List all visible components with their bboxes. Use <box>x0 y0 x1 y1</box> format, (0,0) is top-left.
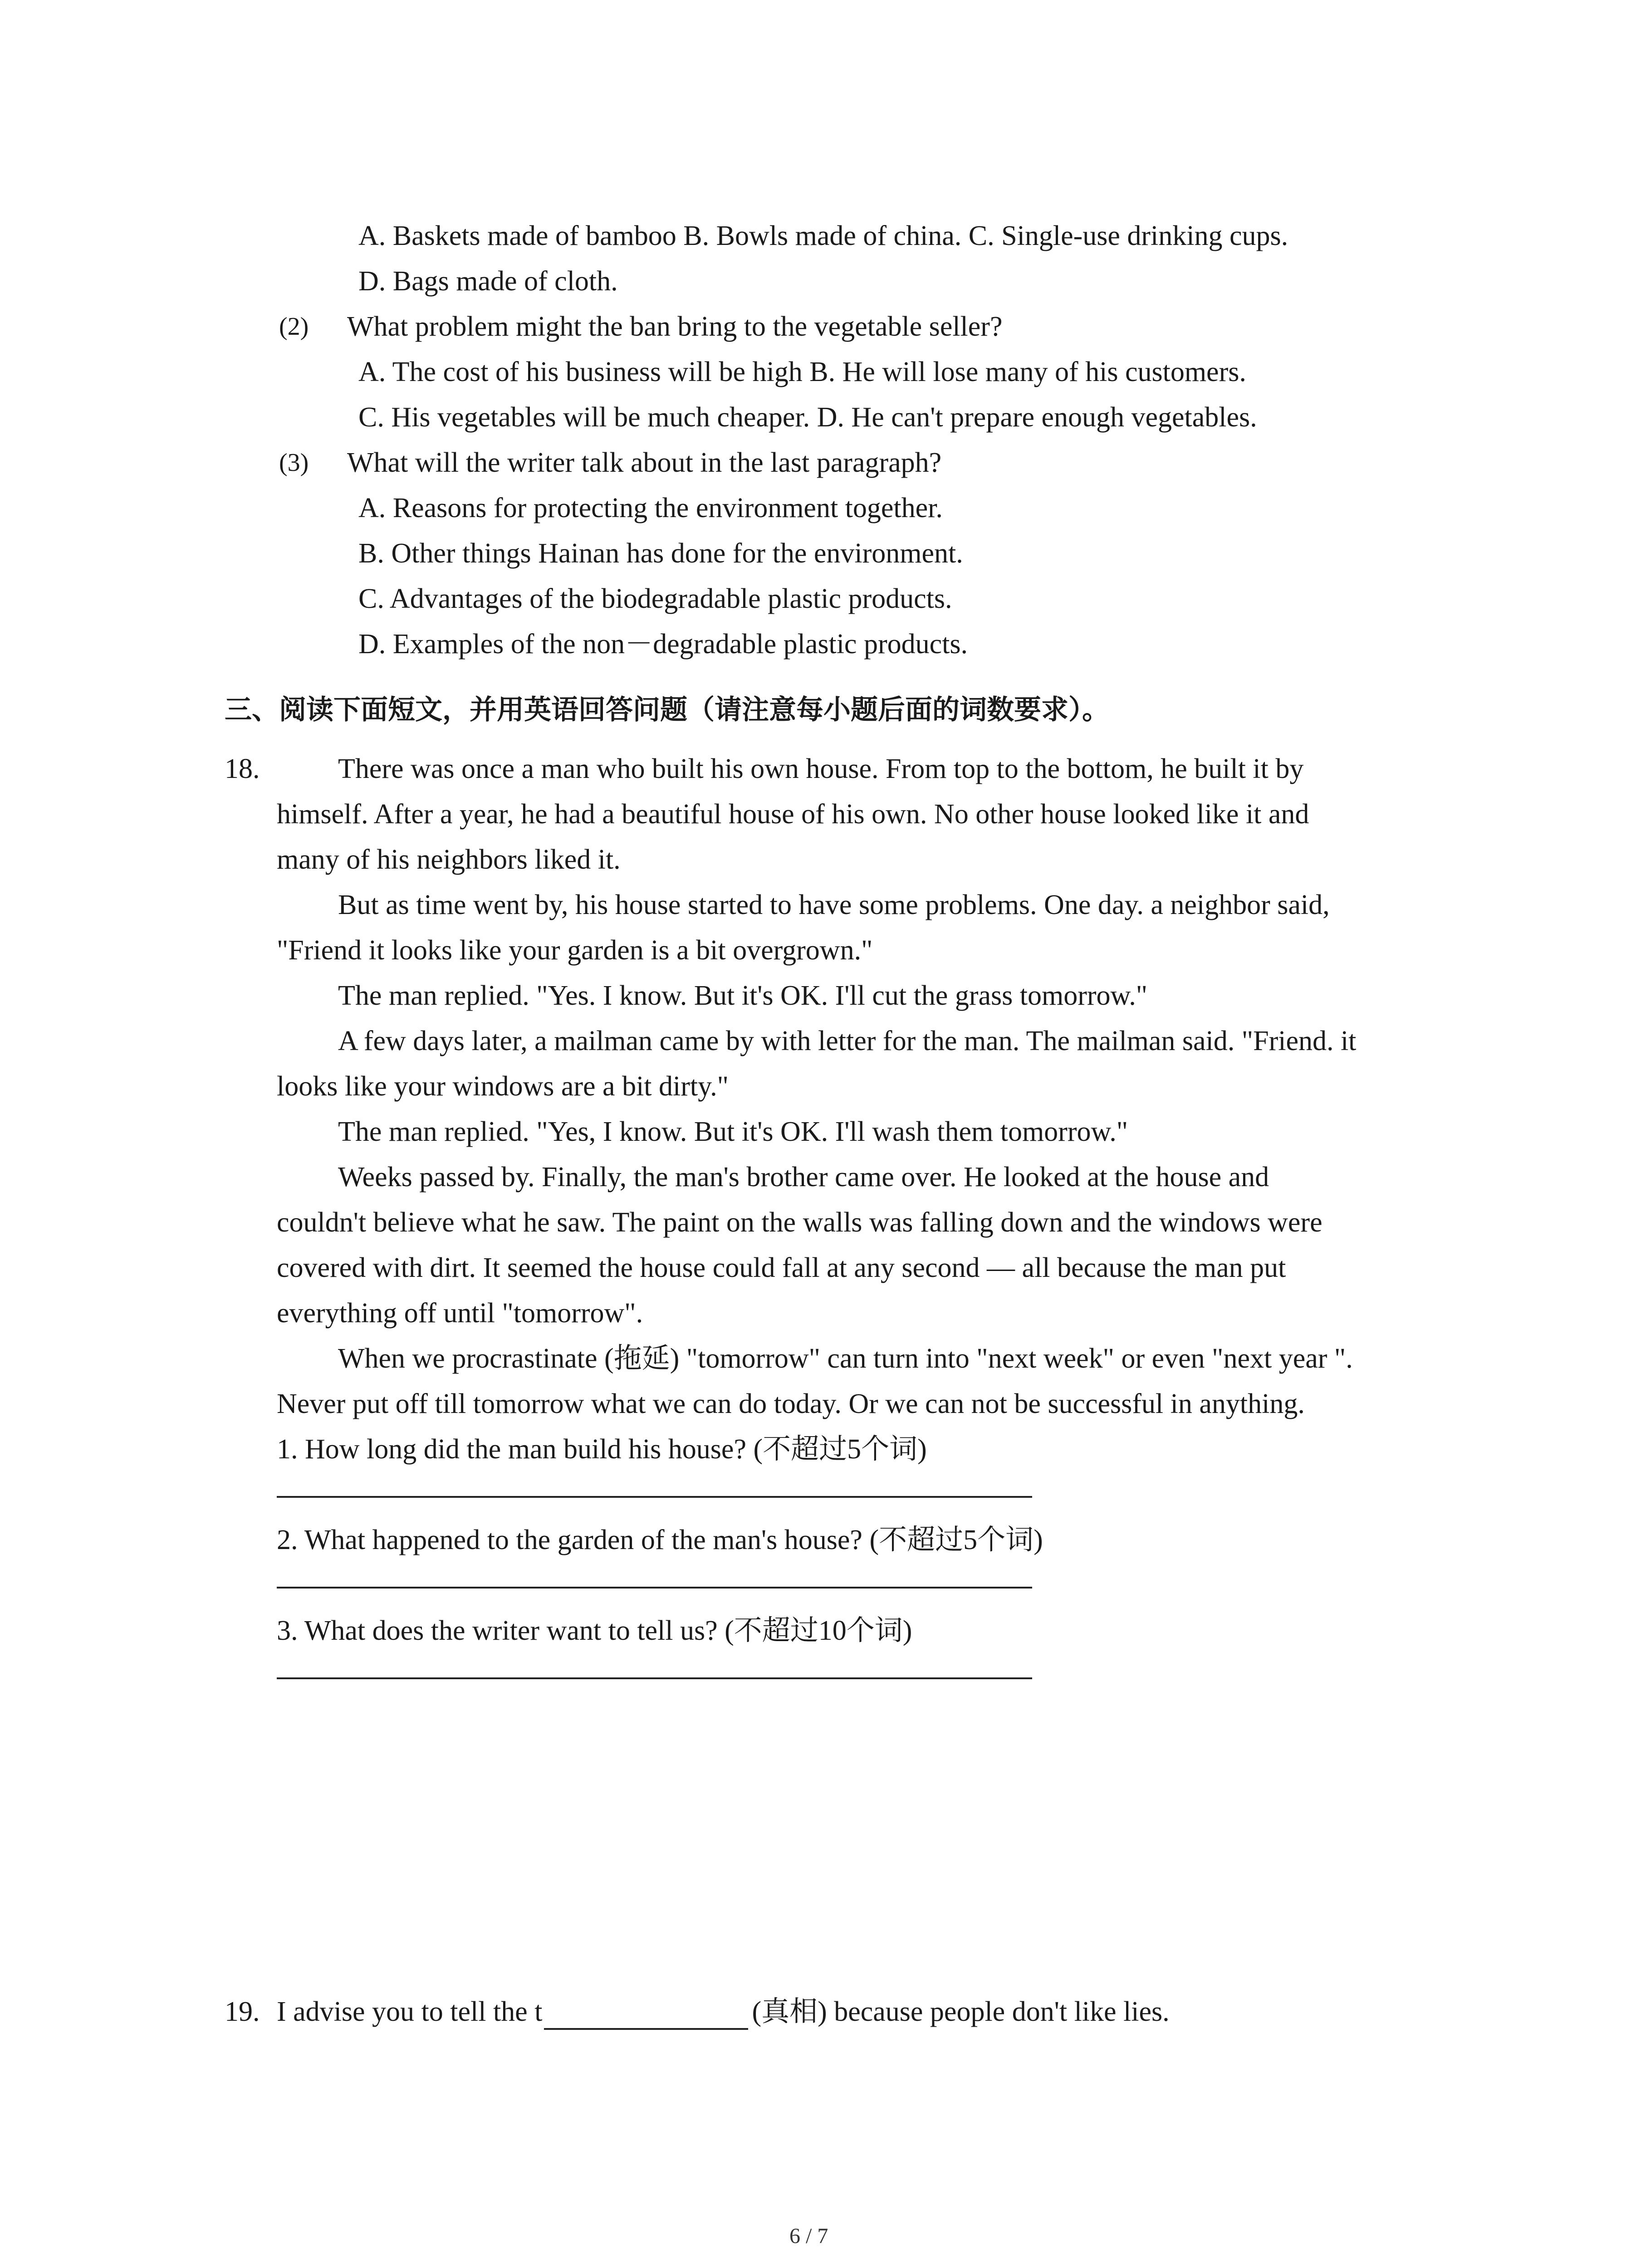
passage-line: Weeks passed by. Finally, the man's brother came over. He looked at the house and <box>338 1162 1269 1193</box>
q18-question-3: 3. What does the writer want to tell us? (不超过10个词) <box>277 1615 912 1646</box>
passage-line: Never put off till tomorrow what we can do today. Or we can not be successful in anything. <box>277 1388 1305 1419</box>
q18-question-2: 2. What happened to the garden of the man's house? (不超过5个词) <box>277 1525 1043 1555</box>
passage-line: The man replied. "Yes, I know. But it's OK. I'll wash them tomorrow." <box>338 1116 1128 1147</box>
q17-3-option-b: B. Other things Hainan has done for the environment. <box>358 538 963 569</box>
passage-line: But as time went by, his house started to have some problems. One day. a neighbor said, <box>338 890 1330 920</box>
q17-1-options-line1: A. Baskets made of bamboo B. Bowls made of china. C. Single-use drinking cups. <box>358 220 1288 251</box>
passage-line: himself. After a year, he had a beautiful house of his own. No other house looked like it and <box>277 799 1309 830</box>
passage-line: couldn't believe what he saw. The paint on the walls was falling down and the windows were <box>277 1207 1323 1238</box>
q17-2-options-line1: A. The cost of his business will be high B. He will lose many of his customers. <box>358 357 1246 387</box>
q19-text-before: I advise you to tell the t <box>277 1996 543 2027</box>
passage-line: There was once a man who built his own house. From top to the bottom, he built it by <box>338 753 1304 784</box>
answer-line-3[interactable] <box>277 1677 1032 1679</box>
q18-number: 18. <box>225 753 260 784</box>
passage-line: covered with dirt. It seemed the house could fall at any second — all because the man put <box>277 1252 1286 1283</box>
q17-3-option-d: D. Examples of the non－degradable plastic products. <box>358 629 968 660</box>
q19-number: 19. <box>225 1996 260 2027</box>
q17-3-option-a: A. Reasons for protecting the environment together. <box>358 493 943 523</box>
passage-line: When we procrastinate (拖延) "tomorrow" can turn into "next week" or even "next year ". <box>338 1343 1353 1374</box>
passage-line: everything off until "tomorrow". <box>277 1298 643 1329</box>
answer-line-2[interactable] <box>277 1587 1032 1589</box>
q17-2-number: (2) <box>279 313 309 341</box>
q19-answer-blank[interactable] <box>544 2001 748 2030</box>
answer-line-1[interactable] <box>277 1496 1032 1498</box>
q17-3-question: What will the writer talk about in the last paragraph? <box>347 447 942 478</box>
q17-3-option-c: C. Advantages of the biodegradable plastic products. <box>358 583 952 614</box>
page-number: 6 / 7 <box>789 2224 828 2248</box>
q17-3-number: (3) <box>279 449 309 477</box>
passage-line: The man replied. "Yes. I know. But it's OK. I'll cut the grass tomorrow." <box>338 980 1148 1011</box>
passage-line: "Friend it looks like your garden is a bit overgrown." <box>277 935 873 966</box>
passage-line: looks like your windows are a bit dirty." <box>277 1071 729 1102</box>
passage-line: A few days later, a mailman came by with letter for the man. The mailman said. "Friend. it <box>338 1026 1357 1056</box>
q17-2-question: What problem might the ban bring to the vegetable seller? <box>347 311 1003 342</box>
q17-1-option-d: D. Bags made of cloth. <box>358 266 618 297</box>
q17-2-options-line2: C. His vegetables will be much cheaper. D. He can't prepare enough vegetables. <box>358 402 1257 433</box>
passage-line: many of his neighbors liked it. <box>277 844 621 875</box>
q18-question-1: 1. How long did the man build his house? (不超过5个词) <box>277 1434 927 1465</box>
q19-sentence <box>277 1994 1170 2030</box>
q19-text-after: (真相) because people don't like lies. <box>752 1996 1170 2027</box>
section-heading: 三、阅读下面短文，并用英语回答问题（请注意每小题后面的词数要求）。 <box>225 694 1109 726</box>
